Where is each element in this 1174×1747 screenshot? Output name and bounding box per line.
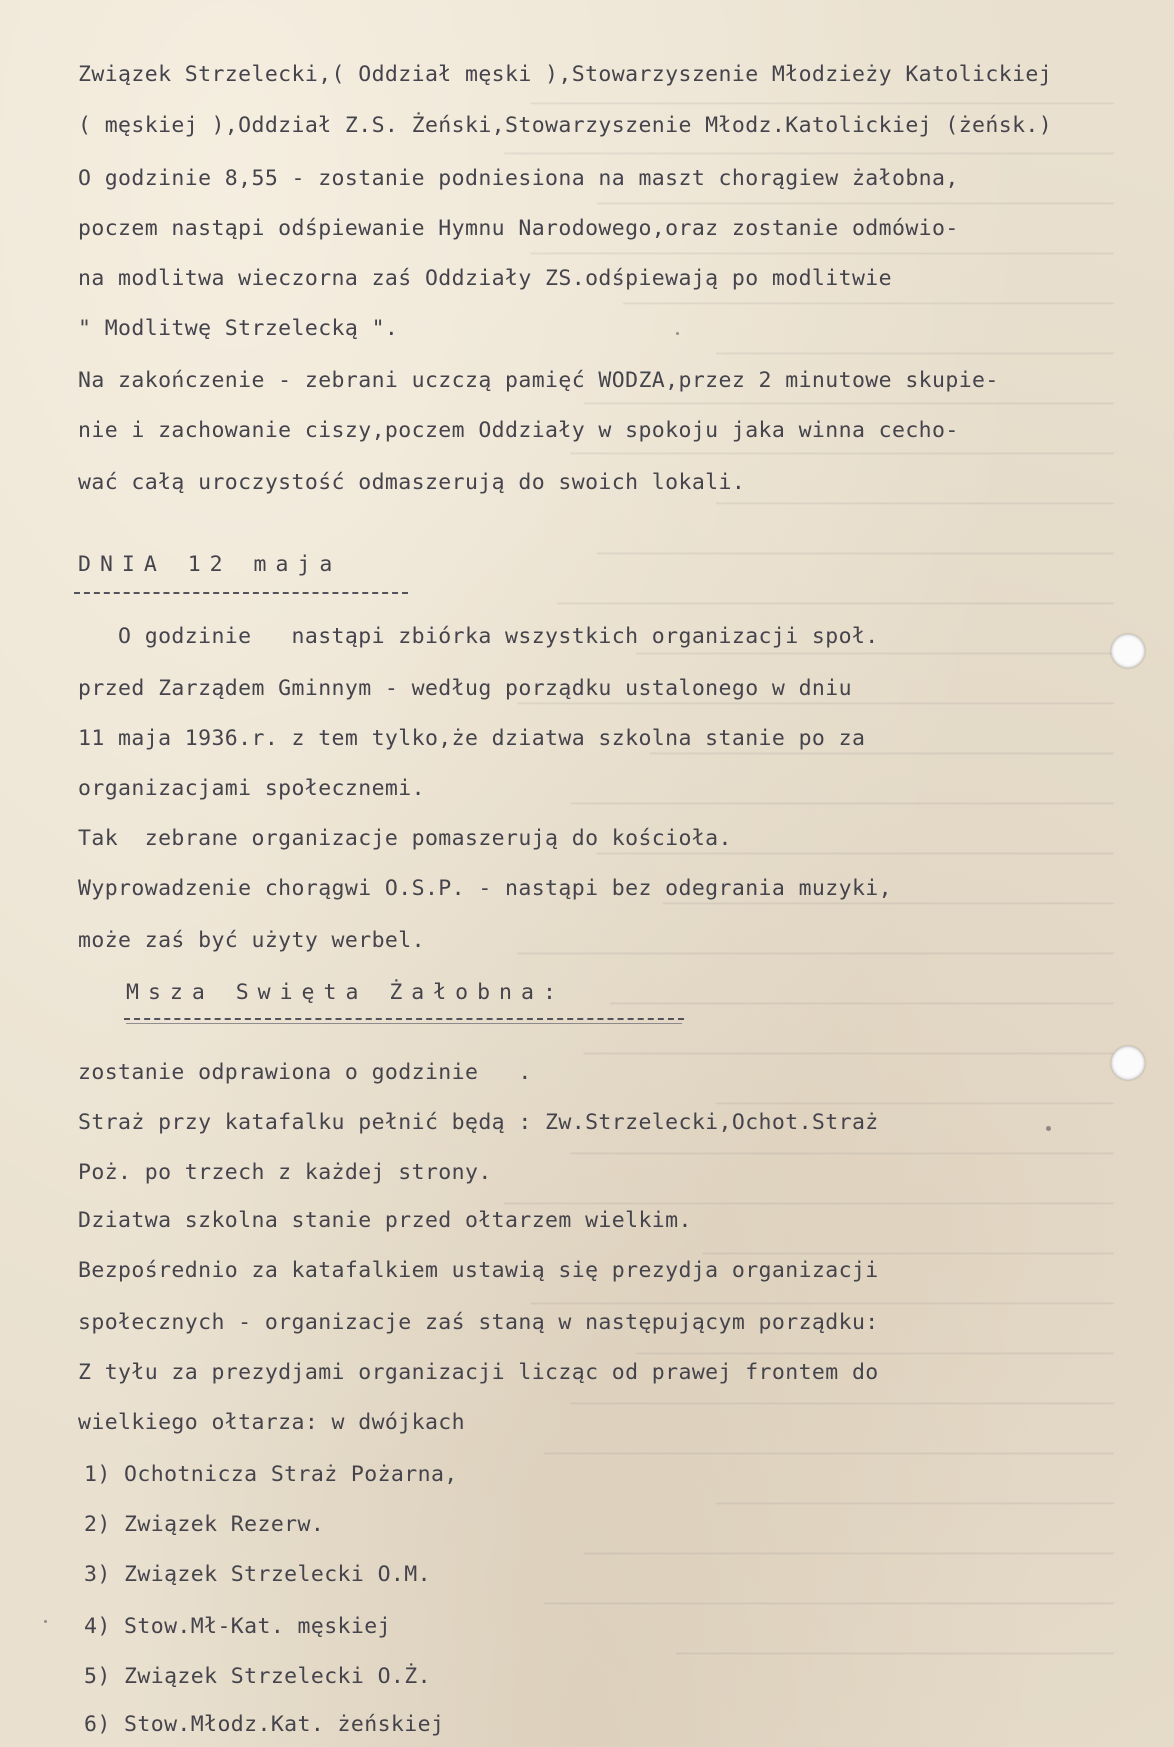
- section-heading-mass: Msza Swięta Żałobna:: [126, 980, 565, 1005]
- text-line: może zaś być użyty werbel.: [78, 928, 425, 953]
- list-item: 4) Stow.Mł-Kat. męskiej: [84, 1614, 391, 1639]
- list-item: 6) Stow.Młodz.Kat. żeńskiej: [84, 1712, 445, 1737]
- text-line: Z tyłu za prezydjami organizacji licząc od prawej frontem do: [78, 1360, 879, 1385]
- text-line: na modlitwa wieczorna zaś Oddziały ZS.odśpiewają po modlitwie: [78, 266, 892, 291]
- heading-underline-second: [126, 1023, 682, 1024]
- text-line: przed Zarządem Gminnym - według porządku ustalonego w dniu: [78, 676, 852, 701]
- text-line: Dziatwa szkolna stanie przed ołtarzem wielkim.: [78, 1208, 692, 1233]
- text-line: Wyprowadzenie chorągwi O.S.P. - nastąpi bez odegrania muzyki,: [78, 876, 892, 901]
- bleed-through-texture: ──────────────────────────────────────────── ────────────────────────────────────────────── ─────────────────────────────────────── ──────────────────────────────────────────── ───────────────────────────────────── ────────────────────────────── ──────────────────────────────────────── ───────────────────────────────────────── ────────────────────────────── ─────────────────────────────────────── ────────────────────────────────────────── ──────────────────────────────────── ───────────────────────────────────────────── ─────────────────────────────────── ───────────────────────────────────────── ─────────────────────────────────────── ────────────────────────────────── ───────────────────────────────────────────── ────────────────────────────────────── ──────────────────────────────────────── ────────────────────────────── ───────────────────────────────────────── ────────────────────────────────────────────── ─────────────────────────────── ──────────────────────────────────────────── ──────────────────────────────────── ───────────────────────────────────────── ─────────────────────────────────────────── ────────────────────────────── ──────────────────────────────────────── ─────────────────────────────────────────── ─────────────────────────────────: [504, 92, 1114, 1667]
- text-line: Związek Strzelecki,( Oddział męski ),Stowarzyszenie Młodzieży Katolickiej: [78, 62, 1053, 87]
- text-line: poczem nastąpi odśpiewanie Hymnu Narodowego,oraz zostanie odmówio-: [78, 216, 959, 241]
- text-line: ( męskiej ),Oddział Z.S. Żeński,Stowarzyszenie Młodz.Katolickiej (żeńsk.): [78, 113, 1053, 138]
- text-line: wielkiego ołtarza: w dwójkach: [78, 1410, 465, 1435]
- text-line: Na zakończenie - zebrani uczczą pamięć WODZA,przez 2 minutowe skupie-: [78, 368, 999, 393]
- text-line: O godzinie 8,55 - zostanie podniesiona na maszt chorągiew żałobna,: [78, 166, 959, 191]
- heading-underline: [124, 1018, 684, 1020]
- list-item: 1) Ochotnicza Straż Pożarna,: [84, 1462, 458, 1487]
- paper-speck: [676, 332, 679, 335]
- list-item: 2) Związek Rezerw.: [84, 1512, 325, 1537]
- text-line: 11 maja 1936.r. z tem tylko,że dziatwa szkolna stanie po za: [78, 726, 866, 751]
- text-line: O godzinie nastąpi zbiórka wszystkich organizacji społ.: [78, 624, 879, 649]
- punch-hole-top: [1111, 634, 1145, 668]
- text-line: Straż przy katafalku pełnić będą : Zw.Strzelecki,Ochot.Straż: [78, 1110, 879, 1135]
- text-line: Bezpośrednio za katafalkiem ustawią się prezydja organizacji: [78, 1258, 879, 1283]
- paper-speck: [1046, 1126, 1051, 1131]
- section-heading-day: DNIA 12 maja: [78, 552, 342, 577]
- list-item: 5) Związek Strzelecki O.Ż.: [84, 1664, 431, 1689]
- text-line: Poż. po trzech z każdej strony.: [78, 1160, 492, 1185]
- text-line: Tak zebrane organizacje pomaszerują do kościoła.: [78, 826, 732, 851]
- text-line: zostanie odprawiona o godzinie .: [78, 1060, 532, 1085]
- text-line: wać całą uroczystość odmaszerują do swoich lokali.: [78, 470, 746, 495]
- text-line: nie i zachowanie ciszy,poczem Oddziały w spokoju jaka winna cecho-: [78, 418, 959, 443]
- heading-underline: [74, 592, 408, 594]
- list-item: 3) Związek Strzelecki O.M.: [84, 1562, 431, 1587]
- punch-hole-bottom: [1111, 1046, 1145, 1080]
- text-line: " Modlitwę Strzelecką ".: [78, 316, 399, 341]
- paper-speck: [44, 1620, 47, 1623]
- text-line: społecznych - organizacje zaś staną w następującym porządku:: [78, 1310, 879, 1335]
- text-line: organizacjami społecznemi.: [78, 776, 425, 801]
